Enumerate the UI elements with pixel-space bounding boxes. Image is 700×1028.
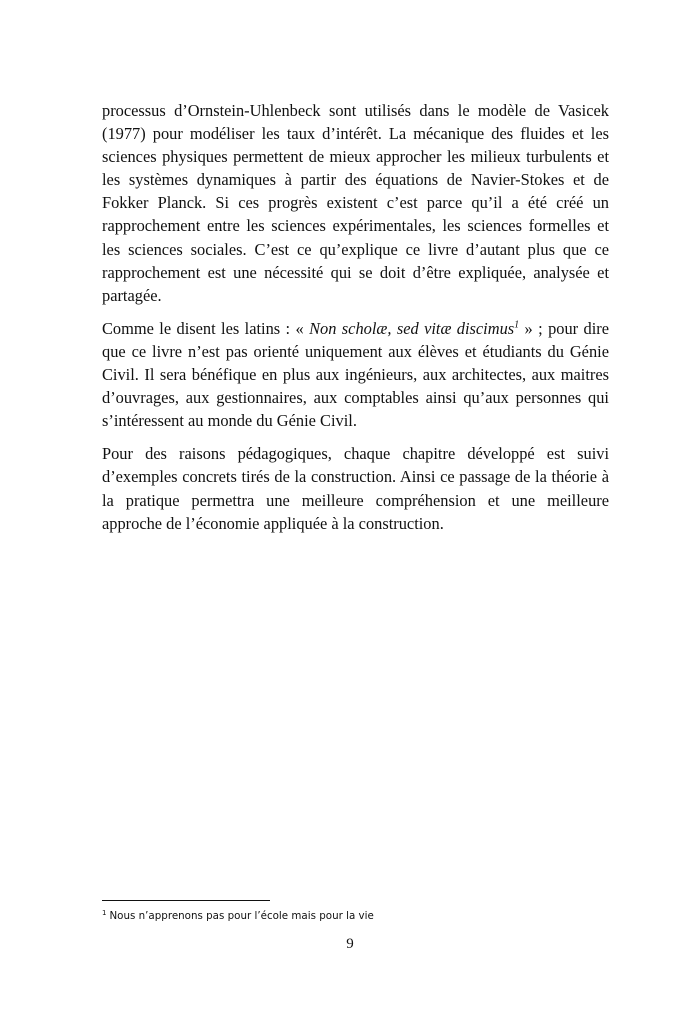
footnote: [102, 909, 374, 923]
paragraph-2-rest: » ; pour dire que ce livre n’est pas orienté uniquement aux élèves et étudiants du Génie Civil. Il sera bénéfique en plus aux ingénieurs, aux architectes, aux maitres d’ouvrages, aux gestionnaires, aux comptables ainsi qu’aux personnes qui s’intéressent au monde du Génie Civil.: [102, 318, 609, 431]
latin-quote: Non scholæ, sed vitæ discimus: [309, 318, 515, 338]
paragraph-2: [102, 317, 609, 432]
page-number: 9: [346, 936, 354, 952]
paragraph-3: Pour des raisons pédagogiques, chaque chapitre développé est suivi d’exemples concrets tirés de la construction. Ainsi ce passage de la théorie à la pratique permettra une meilleure compréhension et une meilleure approche de l’économie appliquée à la construction.: [102, 444, 609, 533]
paragraph-1: processus d’Ornstein-Uhlenbeck sont utilisés dans le modèle de Vasicek (1977) pour modéliser les taux d’intérêt. La mécanique des fluides et les sciences physiques permettent de mieux approcher les milieux turbulents et les systèmes dynamiques à partir des équations de Navier-Stokes et de Fokker Planck. Si ces progrès existent c’est parce qu’il a été créé un rapprochement entre les sciences expérimentales, les sciences formelles et les sciences sociales. C’est ce qu’explique ce livre d’autant plus que ce rapprochement est une nécessité qui se doit d’être expliquée, analysée et partagée.: [102, 101, 609, 305]
footnote-separator: [102, 900, 270, 901]
footnote-text: Nous n’apprenons pas pour l’école mais pour la vie: [109, 910, 374, 922]
paragraph-2-intro: Comme le disent les latins : «: [102, 318, 310, 338]
footnote-reference: 1: [514, 319, 520, 331]
body-text: [102, 99, 609, 545]
footnote-marker: 1: [102, 908, 107, 917]
